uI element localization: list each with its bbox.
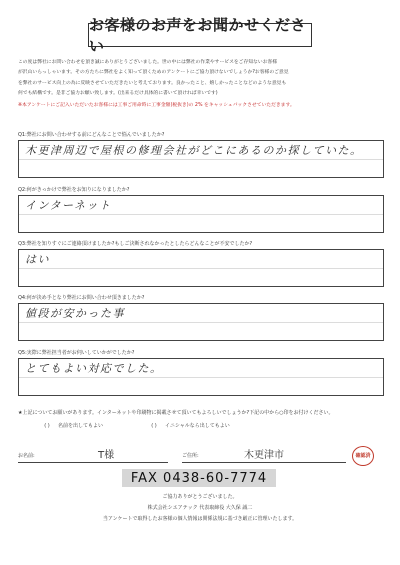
address-field[interactable] xyxy=(182,446,346,463)
handwritten-answer: とてもよい対応でした。 xyxy=(25,362,163,375)
answer-box[interactable] xyxy=(18,195,384,233)
footer xyxy=(0,492,400,525)
intro-line: を弊社のサービス向上の為に反映させていただきたいと考えております。良かったこと、嬉しかったことなどのような意見も xyxy=(18,80,287,86)
question-1 xyxy=(18,131,384,178)
name-value: T様 xyxy=(98,450,115,461)
question-4 xyxy=(18,294,384,341)
intro-text xyxy=(18,58,384,111)
handwritten-answer: 値段が安かった事 xyxy=(25,307,125,320)
address-label: ご住所: xyxy=(182,453,199,459)
intro-line: 何でも結構です。是非ご協力お願い致します。(出来るだけ具体的に書いて頂ければ幸いです) xyxy=(18,91,218,97)
question-label: Q2:何がきっかけで弊社をお知りになりましたか? xyxy=(18,187,130,193)
question-label: Q4:何が決め手となり弊社にお問い合わせ頂きましたか? xyxy=(18,295,145,301)
answer-box[interactable] xyxy=(18,303,384,341)
question-2 xyxy=(18,186,384,233)
intro-line: が沢山いらっしゃいます。その方たちに弊社をよく知って頂くためのアンケートにご協力頂けないでしょうか?お客様のご意見 xyxy=(18,70,289,76)
question-5 xyxy=(18,349,384,396)
name-label: お名前: xyxy=(18,453,35,459)
footer-privacy: 当アンケートで取得したお客様の個人情報は関係法規に基づき厳正に管理いたします。 xyxy=(102,516,298,522)
question-3 xyxy=(18,240,384,287)
consent-question: ★上記についてお願いがあります。インターネットや印刷物に掲載させて頂いてもよろしいでしょうか?下記の中から○印をお付けください。 xyxy=(18,410,334,416)
question-label: Q1:弊社にお問い合わせする前にどんなことで悩んでいましたか? xyxy=(18,132,165,138)
answer-box[interactable] xyxy=(18,249,384,287)
customer-info-row xyxy=(18,443,384,463)
publication-consent xyxy=(18,409,384,429)
intro-line: この度は弊社にお問い合わせを頂き誠にありがとうございました。世の中には弊社の作業やサービスをご存知ないお客様 xyxy=(18,60,278,65)
cashback-note: ※本アンケートにご記入いただいたお客様には工事ご用命時に工事金額(税抜き)の 2% をキャッシュバックさせていただきます。 xyxy=(18,102,295,108)
question-label: Q5:実際に弊社担当者がお伺いしていかがでしたか? xyxy=(18,350,135,356)
handwritten-answer: 木更津周辺で屋根の修理会社がどこにあるのか探していた。 xyxy=(25,144,363,157)
option-paren: ( ) xyxy=(151,422,157,429)
footer-thanks: ご協力ありがとうございました。 xyxy=(162,494,238,500)
confirmation-stamp: 確認済 xyxy=(352,446,374,466)
option-label: イニシャルなら出してもよい xyxy=(165,423,230,429)
answer-box[interactable] xyxy=(18,358,384,396)
footer-company: 株式会社シエアテック 代表取締役 大久保 誠二 xyxy=(147,505,253,511)
consent-option-initial[interactable] xyxy=(143,422,230,429)
address-value: 木更津市 xyxy=(244,450,284,461)
page-title: お客様のお声をお聞かせください xyxy=(88,23,312,47)
handwritten-answer: はい xyxy=(25,253,50,266)
name-field[interactable] xyxy=(18,446,168,463)
option-paren: ( ) xyxy=(44,422,50,429)
answer-box[interactable] xyxy=(18,140,384,178)
consent-option-name[interactable] xyxy=(36,422,103,429)
option-label: 名前を出してもよい xyxy=(58,423,104,429)
fax-number: FAX 0438-60-7774 xyxy=(122,469,276,487)
question-label: Q3:弊社を知りすぐにご連絡頂けましたか?もしご決断されなかったとしたらどんなことが不安でしたか? xyxy=(18,241,253,247)
handwritten-answer: インターネット xyxy=(25,199,112,212)
